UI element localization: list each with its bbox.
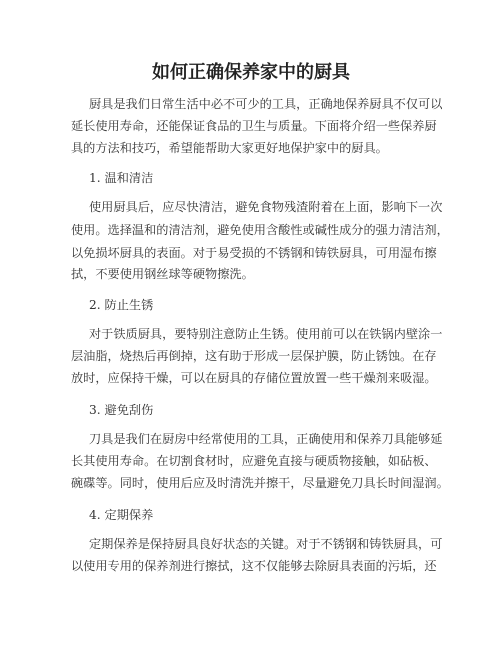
intro-line: 厨具是我们日常生活中必不可少的工具，正确地保养厨具不仅可以: [89, 97, 443, 111]
section-1-line: 拭，不要使用钢丝球等硬物擦洗。: [71, 267, 254, 281]
section-heading-1: 1. 温和清洁: [89, 171, 154, 185]
section-3-line: 碗碟等。同时，使用后应及时清洗并擦干，尽量避免刀具长时间湿润。: [71, 476, 449, 490]
section-2-line: 层油脂，烧热后再倒掉，这有助于形成一层保护膜，防止锈蚀。在存: [71, 349, 437, 363]
section-2-line: 放时，应保持干燥，可以在厨具的存储位置放置一些干燥剂来吸湿。: [71, 371, 437, 385]
section-1-line: 以免损坏厨具的表面。对于易受损的不锈钢和铸铁厨具，可用湿布擦: [71, 246, 437, 260]
intro-line: 延长使用寿命，还能保证食品的卫生与质量。下面将介绍一些保养厨: [71, 119, 437, 133]
section-heading-2: 2. 防止生锈: [89, 298, 154, 312]
section-3-line: 长其使用寿命。在切割食材时，应避免直接与硬质物接触，如砧板、: [71, 454, 437, 468]
document-title: 如何正确保养家中的厨具: [152, 62, 350, 83]
section-4-line: 以使用专用的保养剂进行擦拭，这不仅能够去除厨具表面的污垢，还: [71, 559, 437, 573]
section-3-line: 刀具是我们在厨房中经常使用的工具，正确使用和保养刀具能够延: [89, 432, 443, 446]
section-heading-4: 4. 定期保养: [89, 508, 154, 522]
section-4-line: 定期保养是保持厨具良好状态的关键。对于不锈钢和铸铁厨具，可: [89, 537, 443, 551]
section-heading-3: 3. 避免刮伤: [89, 403, 154, 417]
section-1-line: 使用厨具后，应尽快清洁，避免食物残渣附着在上面，影响下一次: [89, 200, 443, 214]
intro-line: 具的方法和技巧，希望能帮助大家更好地保护家中的厨具。: [71, 141, 388, 155]
section-2-line: 对于铁质厨具，要特别注意防止生锈。使用前可以在铁锅内壁涂一: [89, 327, 443, 341]
section-1-line: 使用。选择温和的清洁剂，避免使用含酸性或碱性成分的强力清洁剂，: [71, 223, 449, 237]
